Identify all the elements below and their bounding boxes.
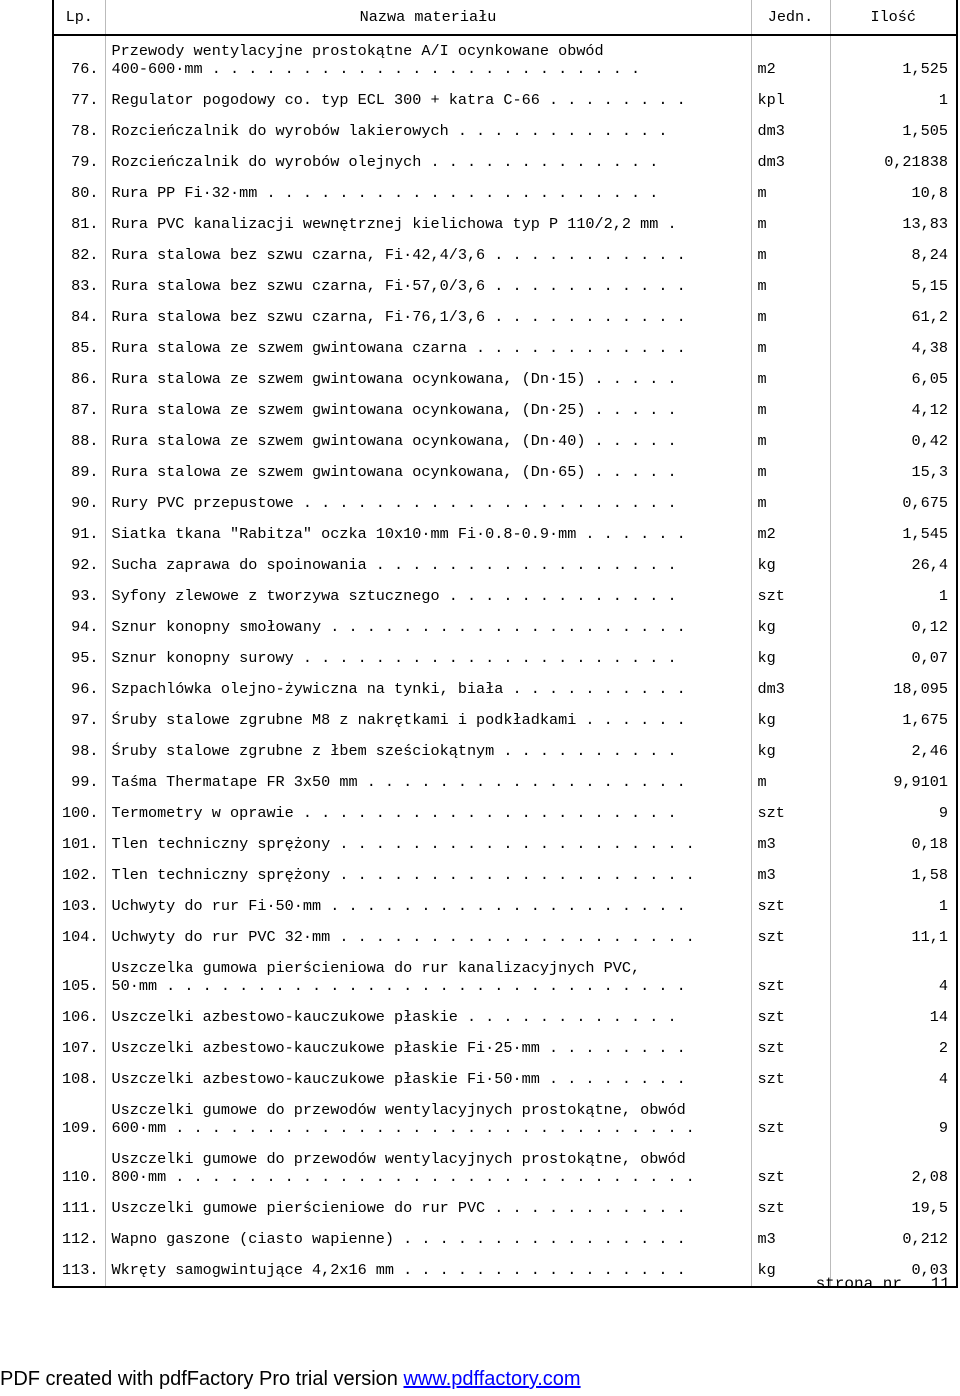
row-qty: 1 (830, 85, 957, 116)
row-unit: szt (751, 1002, 830, 1033)
row-unit: szt (751, 1064, 830, 1095)
row-name: Rura PVC kanalizacji wewnętrznej kielichowa typ P 110/2,2 mm . (105, 209, 751, 240)
table-row (53, 1002, 957, 1033)
row-qty: 1 (830, 581, 957, 612)
table-row (53, 767, 957, 798)
row-qty: 6,05 (830, 364, 957, 395)
table-row (53, 147, 957, 178)
row-lp: 90. (71, 494, 99, 512)
row-lp: 101. (62, 835, 99, 853)
row-unit: kg (751, 643, 830, 674)
row-name: Uszczelka gumowa pierścieniowa do rur kanalizacyjnych PVC, 50·mm . . . . . . . . . . . . . . . . . . . . . . . . . . . . . (105, 953, 751, 1002)
row-lp: 110. (62, 1168, 99, 1186)
table-row (53, 1033, 957, 1064)
row-lp: 106. (62, 1008, 99, 1026)
row-lp: 113. (62, 1261, 99, 1279)
table-row (53, 178, 957, 209)
row-qty: 2,46 (830, 736, 957, 767)
row-qty: 1,525 (830, 35, 957, 85)
row-unit: m (751, 488, 830, 519)
row-lp: 85. (71, 339, 99, 357)
row-unit: m3 (751, 829, 830, 860)
row-unit: kg (751, 550, 830, 581)
table-row (53, 550, 957, 581)
row-qty: 4 (830, 1064, 957, 1095)
row-lp: 104. (62, 928, 99, 946)
row-name: Szpachlówka olejno-żywiczna na tynki, biała . . . . . . . . . . (105, 674, 751, 705)
row-name: Śruby stalowe zgrubne z łbem sześciokątnym . . . . . . . . . . (105, 736, 751, 767)
row-name: Rozcieńczalnik do wyrobów lakierowych . . . . . . . . . . . . (105, 116, 751, 147)
row-lp: 77. (71, 91, 99, 109)
row-name: Uszczelki gumowe do przewodów wentylacyjnych prostokątne, obwód 800·mm . . . . . . . . . . . . . . . . . . . . . . . . . . . . . (105, 1144, 751, 1193)
row-qty: 8,24 (830, 240, 957, 271)
table-row (53, 116, 957, 147)
row-lp: 82. (71, 246, 99, 264)
row-name: Uszczelki azbestowo-kauczukowe płaskie Fi·50·mm . . . . . . . . (105, 1064, 751, 1095)
row-name: Wkręty samogwintujące 4,2x16 mm . . . . . . . . . . . . . . . . (105, 1255, 751, 1287)
row-qty: 18,095 (830, 674, 957, 705)
row-name: Uszczelki gumowe pierścieniowe do rur PVC . . . . . . . . . . . (105, 1193, 751, 1224)
row-qty: 0,03 (830, 1255, 957, 1287)
row-unit: szt (751, 1193, 830, 1224)
row-name: Sznur konopny surowy . . . . . . . . . . . . . . . . . . . . . (105, 643, 751, 674)
row-unit: m3 (751, 860, 830, 891)
row-qty: 1 (830, 891, 957, 922)
row-lp: 92. (71, 556, 99, 574)
row-unit: m (751, 364, 830, 395)
row-qty: 10,8 (830, 178, 957, 209)
row-lp: 112. (62, 1230, 99, 1248)
row-lp: 83. (71, 277, 99, 295)
row-lp: 97. (71, 711, 99, 729)
row-lp: 78. (71, 122, 99, 140)
row-unit: dm3 (751, 116, 830, 147)
row-lp: 79. (71, 153, 99, 171)
banner-text: PDF created with pdfFactory Pro trial version (0, 1368, 404, 1390)
row-unit: m2 (751, 35, 830, 85)
row-qty: 4 (830, 953, 957, 1002)
row-unit: kg (751, 705, 830, 736)
row-qty: 0,21838 (830, 147, 957, 178)
row-name: Rura stalowa bez szwu czarna, Fi·57,0/3,6 . . . . . . . . . . . (105, 271, 751, 302)
row-name: Rura PP Fi·32·mm . . . . . . . . . . . . . . . . . . . . . . (105, 178, 751, 209)
row-unit: m3 (751, 1224, 830, 1255)
row-qty: 0,12 (830, 612, 957, 643)
table-row (53, 271, 957, 302)
row-qty: 5,15 (830, 271, 957, 302)
row-name: Syfony zlewowe z tworzywa sztucznego . . . . . . . . . . . . . (105, 581, 751, 612)
table-row (53, 860, 957, 891)
table-row (53, 705, 957, 736)
table-row (53, 519, 957, 550)
row-unit: m (751, 240, 830, 271)
row-name: Uchwyty do rur PVC 32·mm . . . . . . . . . . . . . . . . . . . . (105, 922, 751, 953)
row-unit: m (751, 767, 830, 798)
row-lp: 96. (71, 680, 99, 698)
row-qty: 14 (830, 1002, 957, 1033)
row-qty: 0,18 (830, 829, 957, 860)
row-name: Wapno gaszone (ciasto wapienne) . . . . . . . . . . . . . . . . (105, 1224, 751, 1255)
row-name: Termometry w oprawie . . . . . . . . . . . . . . . . . . . . . (105, 798, 751, 829)
row-qty: 0,212 (830, 1224, 957, 1255)
row-unit: kg (751, 612, 830, 643)
table-row (53, 643, 957, 674)
table-row (53, 488, 957, 519)
row-lp: 102. (62, 866, 99, 884)
row-lp: 94. (71, 618, 99, 636)
row-lp: 91. (71, 525, 99, 543)
row-lp: 111. (62, 1199, 99, 1217)
row-qty: 4,12 (830, 395, 957, 426)
row-name: Rura stalowa ze szwem gwintowana czarna . . . . . . . . . . . . (105, 333, 751, 364)
table-row (53, 395, 957, 426)
row-name: Rura stalowa ze szwem gwintowana ocynkowana, (Dn·40) . . . . . (105, 426, 751, 457)
table-row (53, 457, 957, 488)
row-lp: 95. (71, 649, 99, 667)
row-lp: 103. (62, 897, 99, 915)
row-unit: kg (751, 1255, 830, 1287)
row-lp: 105. (62, 977, 99, 995)
row-unit: m (751, 302, 830, 333)
row-qty: 1,675 (830, 705, 957, 736)
row-unit: m (751, 178, 830, 209)
row-unit: dm3 (751, 147, 830, 178)
row-qty: 1,545 (830, 519, 957, 550)
row-qty: 9,9101 (830, 767, 957, 798)
row-lp: 108. (62, 1070, 99, 1088)
row-qty: 0,675 (830, 488, 957, 519)
table-row (53, 333, 957, 364)
table-row (53, 1224, 957, 1255)
row-lp: 107. (62, 1039, 99, 1057)
row-lp: 100. (62, 804, 99, 822)
row-name: Tlen techniczny sprężony . . . . . . . . . . . . . . . . . . . . (105, 829, 751, 860)
table-row (53, 736, 957, 767)
row-name: Rozcieńczalnik do wyrobów olejnych . . . . . . . . . . . . . (105, 147, 751, 178)
row-lp: 76. (71, 60, 99, 78)
table-header (53, 0, 957, 35)
row-name: Tlen techniczny sprężony . . . . . . . . . . . . . . . . . . . . (105, 860, 751, 891)
row-lp: 109. (62, 1119, 99, 1137)
row-unit: m (751, 426, 830, 457)
row-unit: szt (751, 1095, 830, 1144)
row-qty: 9 (830, 798, 957, 829)
row-name: Rura stalowa bez szwu czarna, Fi·76,1/3,6 . . . . . . . . . . . (105, 302, 751, 333)
row-unit: m (751, 271, 830, 302)
table-row (53, 612, 957, 643)
row-unit: m (751, 333, 830, 364)
row-unit: m (751, 457, 830, 488)
materials-table (52, 0, 958, 1288)
page-label: strona nr (815, 1275, 902, 1293)
table-row (53, 581, 957, 612)
row-unit: szt (751, 891, 830, 922)
row-name: Rura stalowa ze szwem gwintowana ocynkowana, (Dn·25) . . . . . (105, 395, 751, 426)
row-unit: szt (751, 922, 830, 953)
row-unit: kpl (751, 85, 830, 116)
table-row (53, 1064, 957, 1095)
row-lp: 86. (71, 370, 99, 388)
page-number: 11 (930, 1275, 950, 1293)
header-name: Nazwa materiału (105, 0, 751, 35)
page-number-footer (816, 1275, 950, 1293)
row-qty: 4,38 (830, 333, 957, 364)
row-name: Regulator pogodowy co. typ ECL 300 + katra C-66 . . . . . . . . (105, 85, 751, 116)
row-unit: m (751, 395, 830, 426)
row-unit: szt (751, 581, 830, 612)
header-unit: Jedn. (751, 0, 830, 35)
row-unit: szt (751, 798, 830, 829)
row-qty: 0,42 (830, 426, 957, 457)
row-lp: 93. (71, 587, 99, 605)
row-name: Sucha zaprawa do spoinowania . . . . . . . . . . . . . . . . . (105, 550, 751, 581)
row-unit: szt (751, 953, 830, 1002)
header-lp: Lp. (53, 0, 105, 35)
banner-link[interactable]: www.pdffactory.com (403, 1368, 581, 1390)
row-qty: 2,08 (830, 1144, 957, 1193)
table-row (53, 829, 957, 860)
table-row (53, 35, 957, 85)
row-name: Rury PVC przepustowe . . . . . . . . . . . . . . . . . . . . . (105, 488, 751, 519)
row-unit: m2 (751, 519, 830, 550)
table-row (53, 302, 957, 333)
row-qty: 2 (830, 1033, 957, 1064)
row-lp: 80. (71, 184, 99, 202)
row-name: Uszczelki azbestowo-kauczukowe płaskie Fi·25·mm . . . . . . . . (105, 1033, 751, 1064)
row-qty: 26,4 (830, 550, 957, 581)
row-unit: szt (751, 1144, 830, 1193)
table-row (53, 85, 957, 116)
row-qty: 15,3 (830, 457, 957, 488)
table-row (53, 922, 957, 953)
row-name: Sznur konopny smołowany . . . . . . . . . . . . . . . . . . . . (105, 612, 751, 643)
row-name: Przewody wentylacyjne prostokątne A/I ocynkowane obwód 400-600·mm . . . . . . . . . . . . . . . . . . . . . . . . (105, 35, 751, 85)
table-row (53, 953, 957, 1002)
row-lp: 87. (71, 401, 99, 419)
row-name: Taśma Thermatape FR 3x50 mm . . . . . . . . . . . . . . . . . . (105, 767, 751, 798)
row-unit: kg (751, 736, 830, 767)
row-name: Siatka tkana "Rabitza" oczka 10x10·mm Fi·0.8-0.9·mm . . . . . . (105, 519, 751, 550)
table-row (53, 1193, 957, 1224)
row-name: Rura stalowa ze szwem gwintowana ocynkowana, (Dn·15) . . . . . (105, 364, 751, 395)
row-name: Uszczelki gumowe do przewodów wentylacyjnych prostokątne, obwód 600·mm . . . . . . . . . . . . . . . . . . . . . . . . . . . . . (105, 1095, 751, 1144)
row-qty: 61,2 (830, 302, 957, 333)
row-lp: 88. (71, 432, 99, 450)
table-row (53, 1144, 957, 1193)
row-qty: 9 (830, 1095, 957, 1144)
row-qty: 0,07 (830, 643, 957, 674)
row-name: Rura stalowa ze szwem gwintowana ocynkowana, (Dn·65) . . . . . (105, 457, 751, 488)
row-lp: 99. (71, 773, 99, 791)
table-row (53, 426, 957, 457)
row-name: Uchwyty do rur Fi·50·mm . . . . . . . . . . . . . . . . . . . . (105, 891, 751, 922)
row-lp: 84. (71, 308, 99, 326)
row-qty: 1,58 (830, 860, 957, 891)
table-row (53, 891, 957, 922)
table-row (53, 209, 957, 240)
row-unit: dm3 (751, 674, 830, 705)
table-row (53, 240, 957, 271)
row-qty: 19,5 (830, 1193, 957, 1224)
row-unit: m (751, 209, 830, 240)
table-row (53, 364, 957, 395)
row-name: Śruby stalowe zgrubne M8 z nakrętkami i podkładkami . . . . . . (105, 705, 751, 736)
row-qty: 1,505 (830, 116, 957, 147)
row-lp: 89. (71, 463, 99, 481)
row-name: Rura stalowa bez szwu czarna, Fi·42,4/3,6 . . . . . . . . . . . (105, 240, 751, 271)
row-name: Uszczelki azbestowo-kauczukowe płaskie . . . . . . . . . . . . (105, 1002, 751, 1033)
table-row (53, 674, 957, 705)
row-unit: szt (751, 1033, 830, 1064)
row-lp: 81. (71, 215, 99, 233)
row-qty: 11,1 (830, 922, 957, 953)
row-lp: 98. (71, 742, 99, 760)
table-row (53, 798, 957, 829)
header-qty: Ilość (830, 0, 957, 35)
table-row (53, 1095, 957, 1144)
pdf-creator-banner (0, 1368, 581, 1391)
row-qty: 13,83 (830, 209, 957, 240)
table-body (53, 35, 957, 1287)
